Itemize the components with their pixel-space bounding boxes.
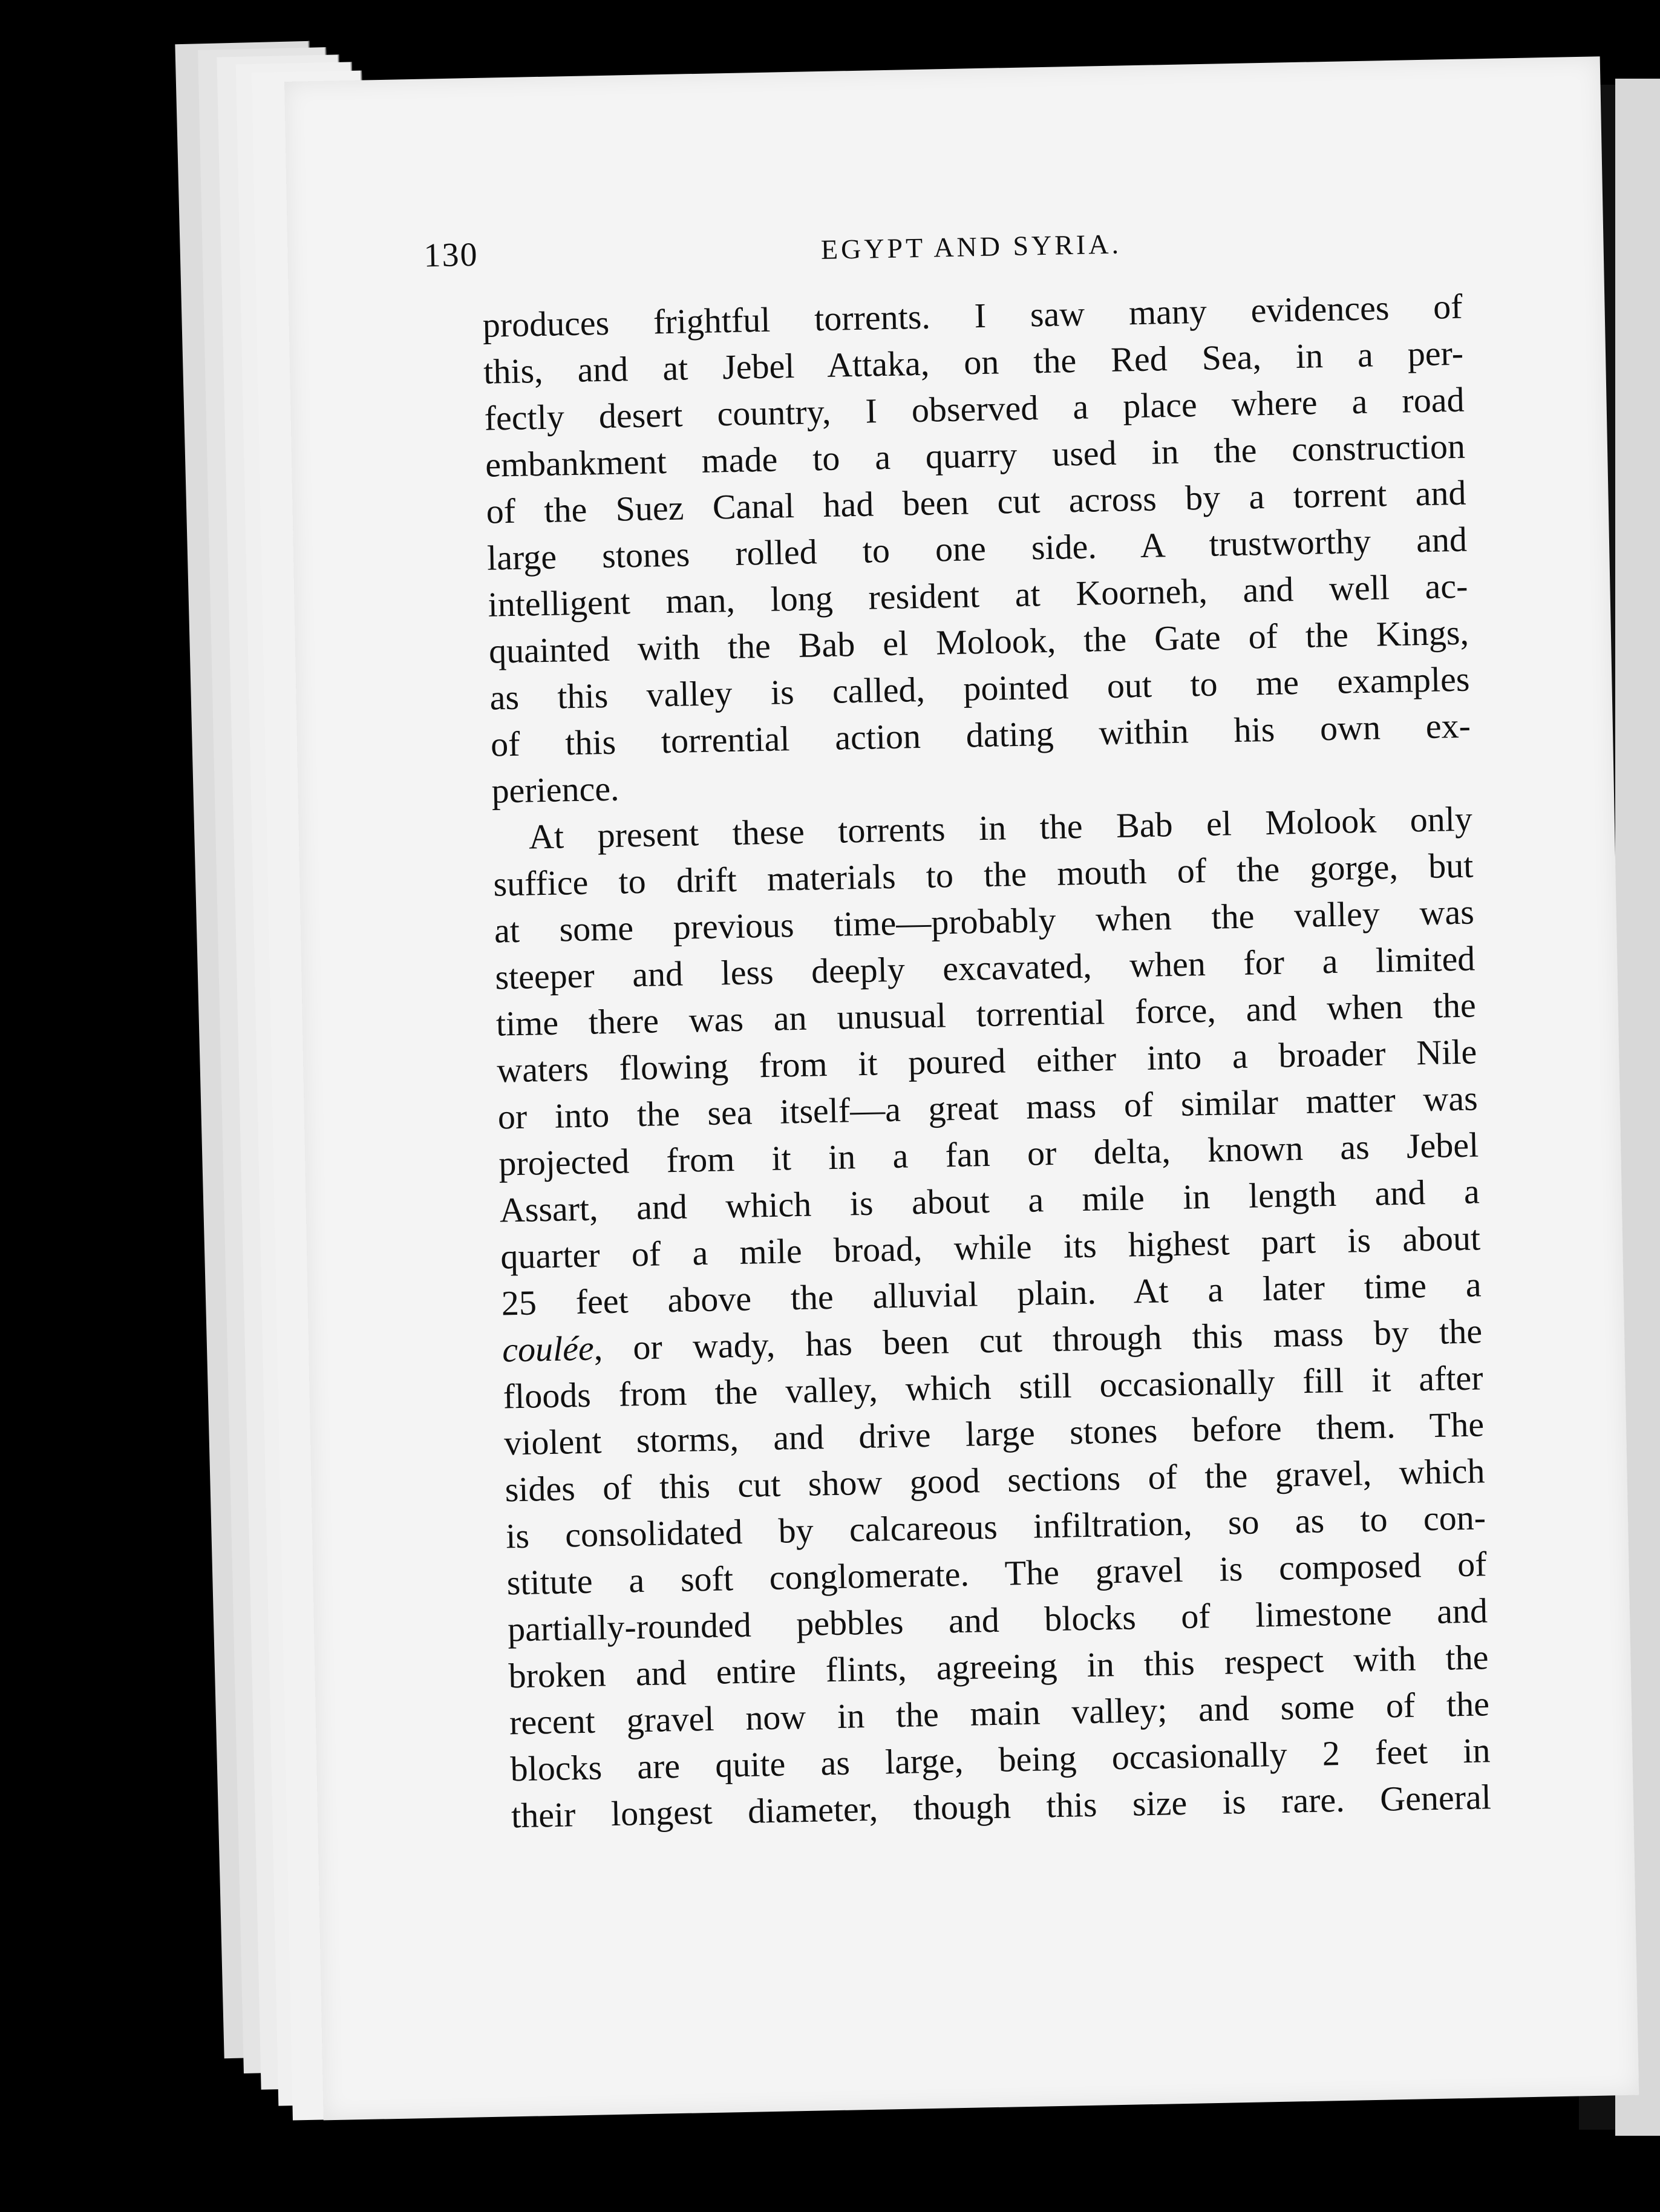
- text-line: as this valley is called, pointed out to me examples: [489, 659, 1470, 718]
- text-line: is consolidated by calcareous infiltration, so as to con-: [505, 1497, 1486, 1556]
- running-title: EGYPT AND SYRIA.: [820, 228, 1122, 266]
- text-line: quarter of a mile broad, while its highest part is about: [500, 1218, 1481, 1277]
- text-line: partially-rounded pebbles and blocks of limestone and: [507, 1591, 1488, 1649]
- italic-term: coulée: [502, 1328, 595, 1370]
- text-line: 25 feet above the alluvial plain. At a later time a: [501, 1265, 1482, 1323]
- text-line: stitute a soft conglomerate. The gravel is composed of: [506, 1544, 1488, 1603]
- text-line: floods from the valley, which still occasionally fill it after: [503, 1358, 1484, 1416]
- text-line: violent storms, and drive large stones before them. The: [503, 1404, 1485, 1463]
- text-line: waters flowing from it poured either into a broader Nile: [496, 1032, 1477, 1090]
- text-line: this, and at Jebel Attaka, on the Red Sea, in a per-: [483, 333, 1464, 391]
- running-head: [423, 217, 1462, 290]
- text-line: projected from it in a fan or delta, known as Jebel: [498, 1125, 1479, 1183]
- text-line: embankment made to a quarry used in the construction: [485, 426, 1466, 485]
- text-line: blocks are quite as large, being occasionally 2 feet in: [509, 1730, 1491, 1789]
- text-line: broken and entire flints, agreeing in this respect with the: [508, 1637, 1489, 1696]
- text-line: large stones rolled to one side. A trustworthy and: [486, 519, 1468, 578]
- text-line: recent gravel now in the main valley; and some of the: [509, 1684, 1490, 1742]
- text-line: or into the sea itself—a great mass of similar matter was: [497, 1078, 1479, 1137]
- text-line: at some previous time—probably when the valley was: [494, 892, 1475, 951]
- text-line: produces frightful torrents. I saw many evidences of: [482, 286, 1463, 345]
- book-page: [284, 56, 1639, 2120]
- text-line: perience.: [491, 768, 620, 811]
- text-line: At present these torrents in the Bab el Molook only: [528, 799, 1473, 857]
- text-line: time there was an unusual torrential force, and when the: [495, 985, 1477, 1044]
- text-line: their longest diameter, though this size is rare. General: [511, 1777, 1492, 1836]
- page-number: 130: [423, 235, 479, 275]
- text-line: Assart, and which is about a mile in length and a: [499, 1171, 1480, 1230]
- text-line: sides of this cut show good sections of the gravel, which: [505, 1451, 1486, 1510]
- text-line: fectly desert country, I observed a place where a road: [484, 379, 1465, 438]
- text-line: intelligent man, long resident at Koorneh, and well ac-: [488, 566, 1468, 624]
- text-line: quainted with the Bab el Molook, the Gate of the Kings,: [488, 612, 1469, 671]
- text-line: of this torrential action dating within his own ex-: [490, 705, 1471, 764]
- text-line: steeper and less deeply excavated, when for a limited: [494, 938, 1475, 997]
- text-run: , or wady, has been cut through this mass by the: [593, 1311, 1483, 1368]
- text-line: suffice to drift materials to the mouth of the gorge, but: [492, 845, 1474, 904]
- text-line: of the Suez Canal had been cut across by a torrent and: [486, 473, 1467, 531]
- page-content: [423, 217, 1492, 1839]
